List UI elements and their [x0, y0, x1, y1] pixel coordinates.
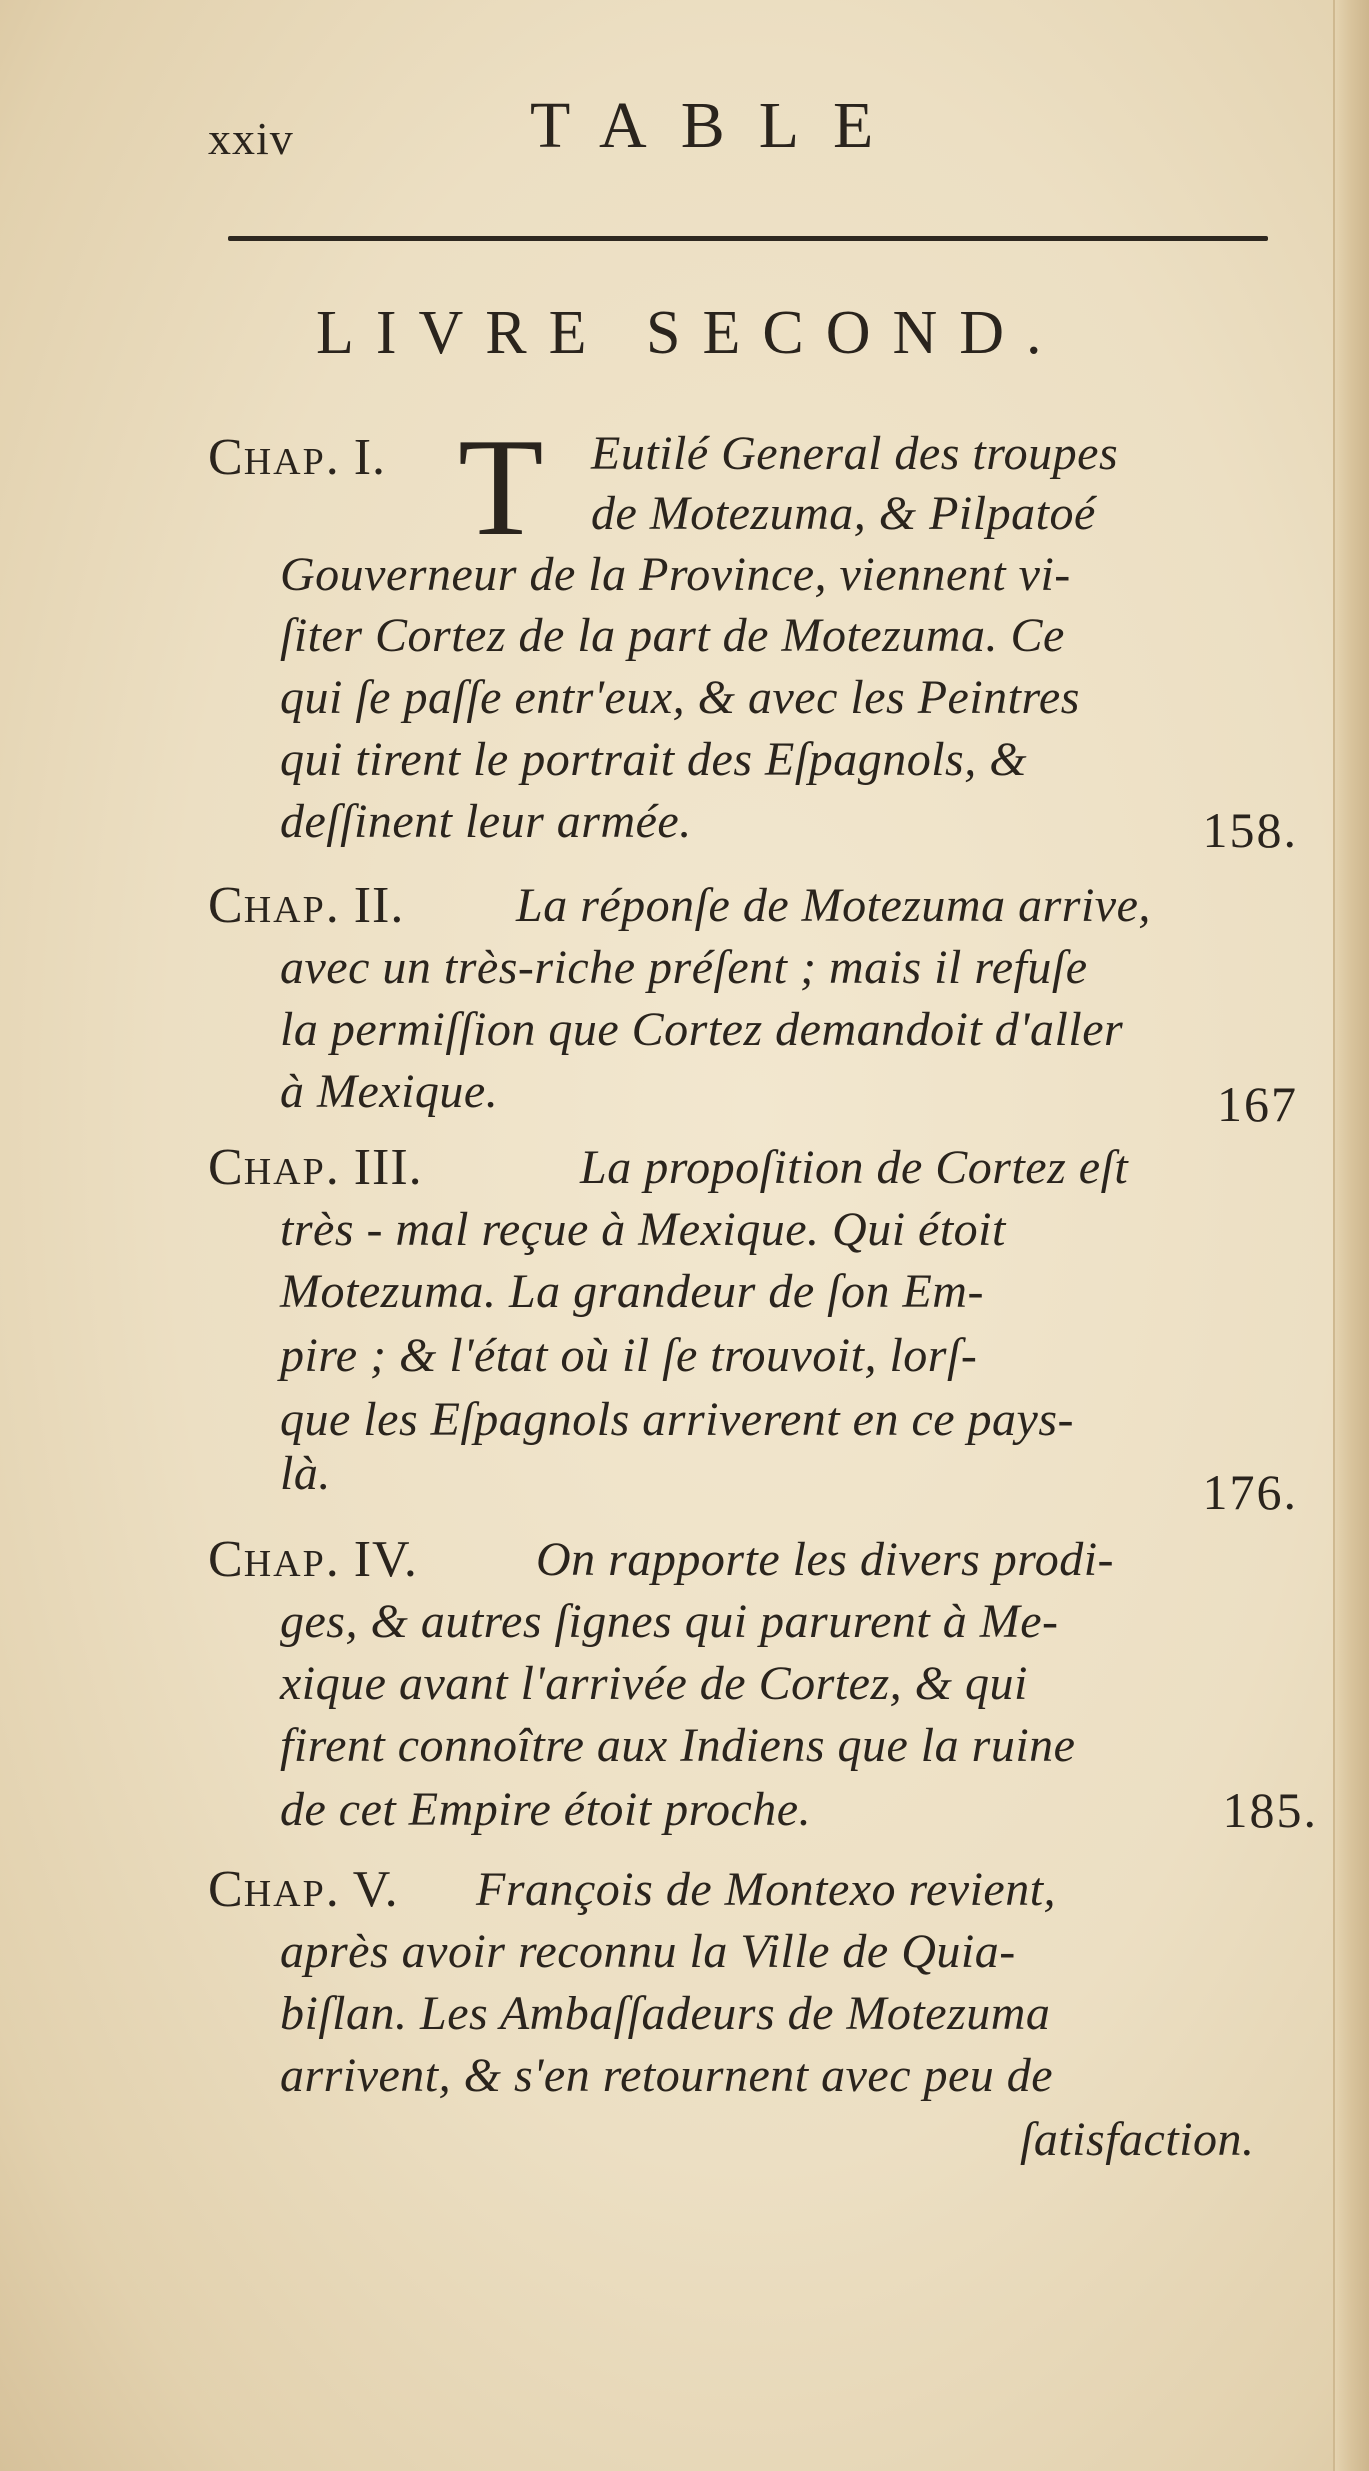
chapter-line: firent connoître aux Indiens que la ruine [280, 1719, 1076, 1772]
chapter-label: CHAP. IV. [208, 1531, 418, 1588]
chapter-line: xique avant l'arrivée de Cortez, & qui [280, 1657, 1028, 1710]
drop-cap: T [458, 410, 544, 565]
chapter-line: ſatisfaction. [1020, 2113, 1255, 2166]
chapter-line: Gouverneur de la Province, viennent vi- [280, 548, 1071, 601]
chapter-line: à Mexique. [280, 1065, 499, 1118]
chapter-line: arrivent, & s'en retournent avec peu de [280, 2049, 1054, 2102]
running-title: TABLE [530, 89, 908, 162]
chapter-line: La réponſe de Motezuma arrive, [516, 879, 1151, 932]
book-title: LIVRE SECOND. [316, 299, 1064, 367]
page-number: 158. [1202, 802, 1298, 858]
header-rule [228, 236, 1268, 241]
chapter-line: que les Eſpagnols arriverent en ce pays- [280, 1393, 1075, 1446]
chapter-line: de Motezuma, & Pilpatoé [591, 487, 1096, 540]
chapter-label: CHAP. III. [208, 1139, 423, 1196]
chapter-line: la permiſſion que Cortez demandoit d'aller [280, 1003, 1124, 1056]
chapter-label: CHAP. I. [208, 429, 387, 486]
chapter-line: La propoſition de Cortez eſt [580, 1141, 1129, 1194]
chapter-line: ges, & autres ſignes qui parurent à Me- [280, 1595, 1059, 1648]
chapter-line: On rapporte les divers prodi- [536, 1533, 1115, 1586]
chapter-line: Motezuma. La grandeur de ſon Em- [280, 1265, 984, 1318]
chapter-line: là. [280, 1447, 331, 1500]
page-number: 167 [1217, 1076, 1298, 1132]
chapter-line: pire ; & l'état où il ſe trouvoit, lorſ- [280, 1329, 978, 1382]
chapter-label: CHAP. V. [208, 1861, 399, 1918]
page-number: 176. [1202, 1464, 1298, 1520]
chapter-line: qui tirent le portrait des Eſpagnols, & [280, 733, 1028, 786]
chapter-line: François de Montexo revient, [476, 1863, 1057, 1916]
chapter-line: après avoir reconnu la Ville de Quia- [280, 1925, 1016, 1978]
chapter-line: de cet Empire étoit proche. [280, 1783, 812, 1836]
chapter-line: très - mal reçue à Mexique. Qui étoit [280, 1203, 1006, 1256]
page-number: 185. [1222, 1782, 1318, 1838]
page-edge [1333, 0, 1369, 2471]
running-head [208, 88, 1318, 168]
page-folio: xxiv [208, 113, 294, 164]
chapter-line: deſſinent leur armée. [280, 795, 692, 848]
chapter-line: qui ſe paſſe entr'eux, & avec les Peintres [280, 671, 1080, 724]
chapter-line: ſiter Cortez de la part de Motezuma. Ce [280, 609, 1065, 662]
chapter-line: Eutilé General des troupes [591, 427, 1119, 480]
chapter-line: biſlan. Les Ambaſſadeurs de Motezuma [280, 1987, 1051, 2040]
chapter-line: avec un très-riche préſent ; mais il refuſe [280, 941, 1088, 994]
chapter-label: CHAP. II. [208, 877, 405, 934]
